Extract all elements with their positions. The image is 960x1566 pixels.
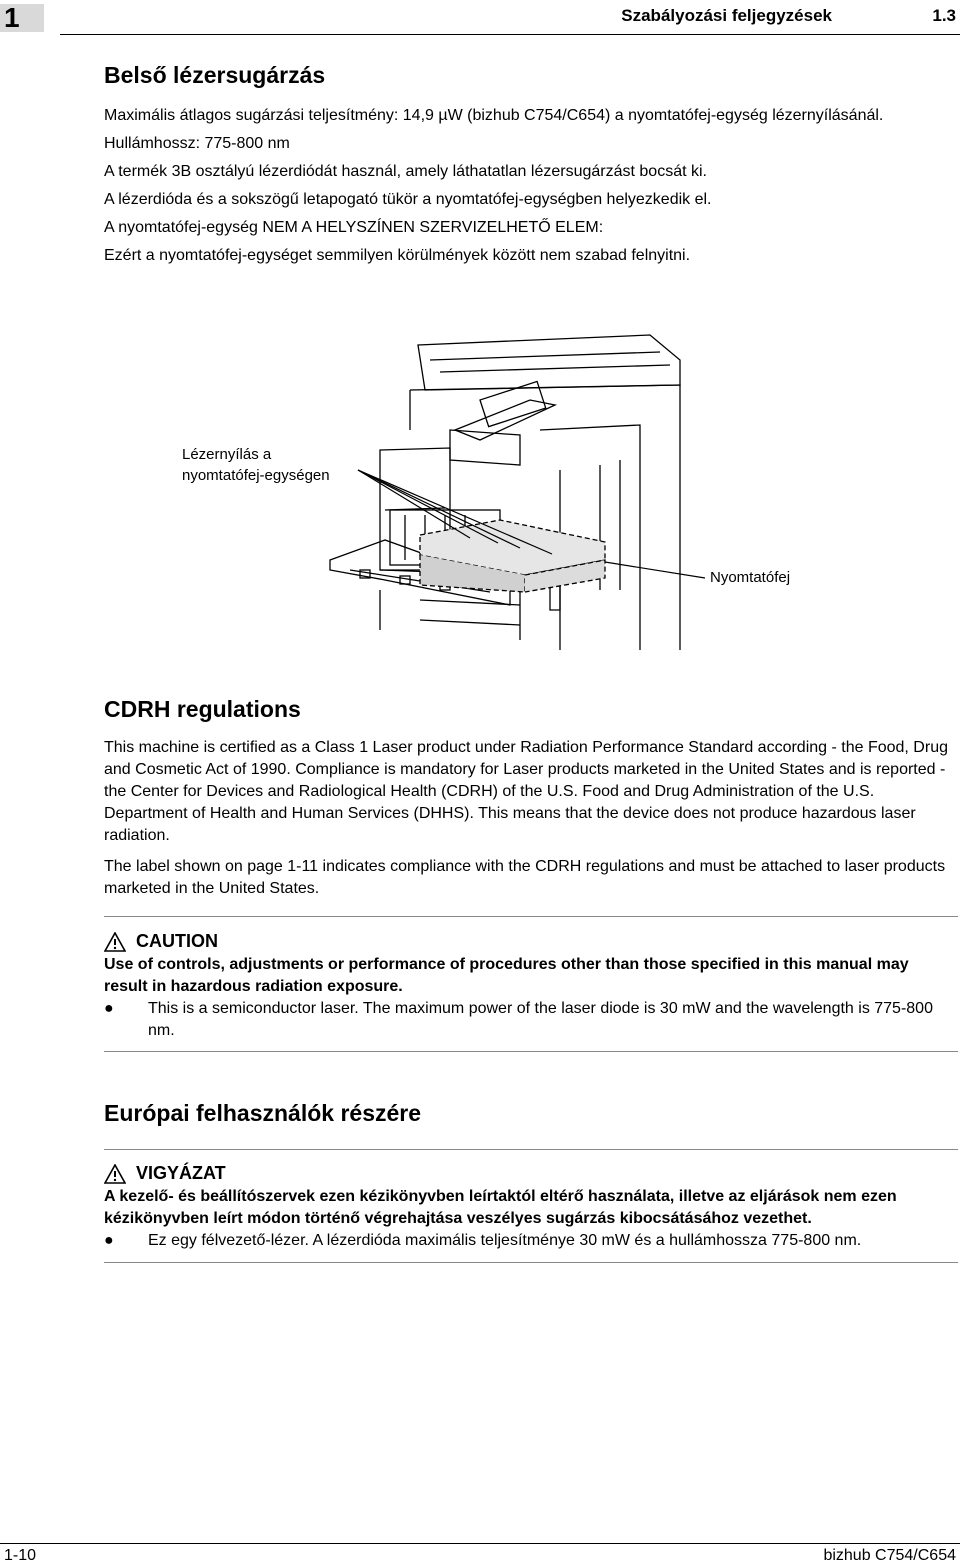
printhead-label: Nyomtatófej bbox=[710, 569, 791, 586]
caution-rule-bottom bbox=[104, 1051, 958, 1052]
caution-block bbox=[104, 931, 956, 1042]
laser-line: A lézerdióda és a sokszögű letapogató tükör a nyomtatófej-egységben helyezkedik el. bbox=[104, 191, 712, 208]
caution-title: CAUTION bbox=[136, 931, 218, 951]
cdrh-section bbox=[104, 696, 956, 900]
cdrh-paragraph: This machine is certified as a Class 1 Laser product under Radiation Performance Standard according - the Food, Drug and Cosmetic Act of 1990. Compliance is mandatory for Laser products marketed in the United States and is reported - the Center for Devices and Radiological Health (CDRH) of the U.S. Food and Drug Administration of the U.S. Department of Health and Human Services (DHHS). This means that the device does not produce hazardous laser radiation. bbox=[104, 739, 948, 844]
vigyazat-title: VIGYÁZAT bbox=[136, 1163, 226, 1183]
european-section bbox=[104, 1100, 956, 1127]
laser-line: Maximális átlagos sugárzási teljesítmény: 14,9 µW (bizhub C754/C654) a nyomtatófej-egység lézernyílásánál. bbox=[104, 107, 884, 124]
vigyazat-text: A kezelő- és beállítószervek ezen kézikönyvben leírtaktól eltérő használata, illetve az eljárások nem ezen kézikönyvben leírt módon történő végrehajtása veszélyes sugárzás kibocsátásához vezethet. bbox=[104, 1188, 897, 1227]
laser-line: Ezért a nyomtatófej-egységet semmilyen körülmények között nem szabad felnyitni. bbox=[104, 247, 691, 264]
header-title: Szabályozási feljegyzések bbox=[621, 6, 832, 25]
caution-text: Use of controls, adjustments or performance of procedures other than those specified in this manual may result in hazardous radiation exposure. bbox=[104, 956, 909, 995]
printer-illustration bbox=[180, 330, 800, 650]
bullet-icon: ● bbox=[104, 1232, 114, 1249]
bullet-icon: ● bbox=[104, 1000, 114, 1017]
aperture-label-line: Lézernyílás a bbox=[182, 446, 272, 463]
aperture-label-line: nyomtatófej-egységen bbox=[182, 467, 330, 484]
chapter-number: 1 bbox=[0, 4, 44, 32]
vigyazat-block bbox=[104, 1163, 956, 1252]
footer-rule bbox=[0, 1543, 960, 1544]
caution-bullet-text: This is a semiconductor laser. The maximum power of the laser diode is 30 mW and the wavelength is 775-800 nm. bbox=[148, 1000, 933, 1039]
cdrh-heading: CDRH regulations bbox=[104, 696, 301, 722]
footer-product: bizhub C754/C654 bbox=[823, 1547, 956, 1564]
caution-bullet bbox=[104, 998, 956, 1042]
vigyazat-title-row bbox=[104, 1163, 956, 1184]
aperture-label bbox=[182, 444, 330, 486]
laser-line: Hullámhossz: 775-800 nm bbox=[104, 135, 290, 152]
laser-line: A termék 3B osztályú lézerdiódát használ, amely láthatatlan lézersugárzást bocsát ki. bbox=[104, 163, 707, 180]
warning-triangle-icon bbox=[104, 932, 126, 952]
laser-section bbox=[104, 62, 956, 273]
footer-page-number: 1-10 bbox=[4, 1547, 37, 1564]
vigyazat-rule-bottom bbox=[104, 1262, 958, 1263]
printer-figure bbox=[180, 330, 800, 650]
vigyazat-rule-top bbox=[104, 1149, 958, 1150]
header-section-number: 1.3 bbox=[932, 6, 956, 25]
header-rule bbox=[60, 34, 960, 35]
laser-lines bbox=[104, 105, 956, 267]
warning-triangle-icon bbox=[104, 1164, 126, 1184]
laser-heading: Belső lézersugárzás bbox=[104, 62, 326, 88]
vigyazat-bullet bbox=[104, 1230, 956, 1252]
european-heading: Európai felhasználók részére bbox=[104, 1100, 422, 1126]
vigyazat-bullet-text: Ez egy félvezető-lézer. A lézerdióda maximális teljesítménye 30 mW és a hullámhossza 775-800 nm. bbox=[148, 1232, 862, 1249]
caution-rule-top bbox=[104, 916, 958, 917]
laser-line: A nyomtatófej-egység NEM A HELYSZÍNEN SZERVIZELHETŐ ELEM: bbox=[104, 219, 604, 236]
cdrh-paragraph: The label shown on page 1-11 indicates compliance with the CDRH regulations and must be attached to laser products marketed in the United States. bbox=[104, 858, 946, 897]
caution-title-row bbox=[104, 931, 956, 952]
